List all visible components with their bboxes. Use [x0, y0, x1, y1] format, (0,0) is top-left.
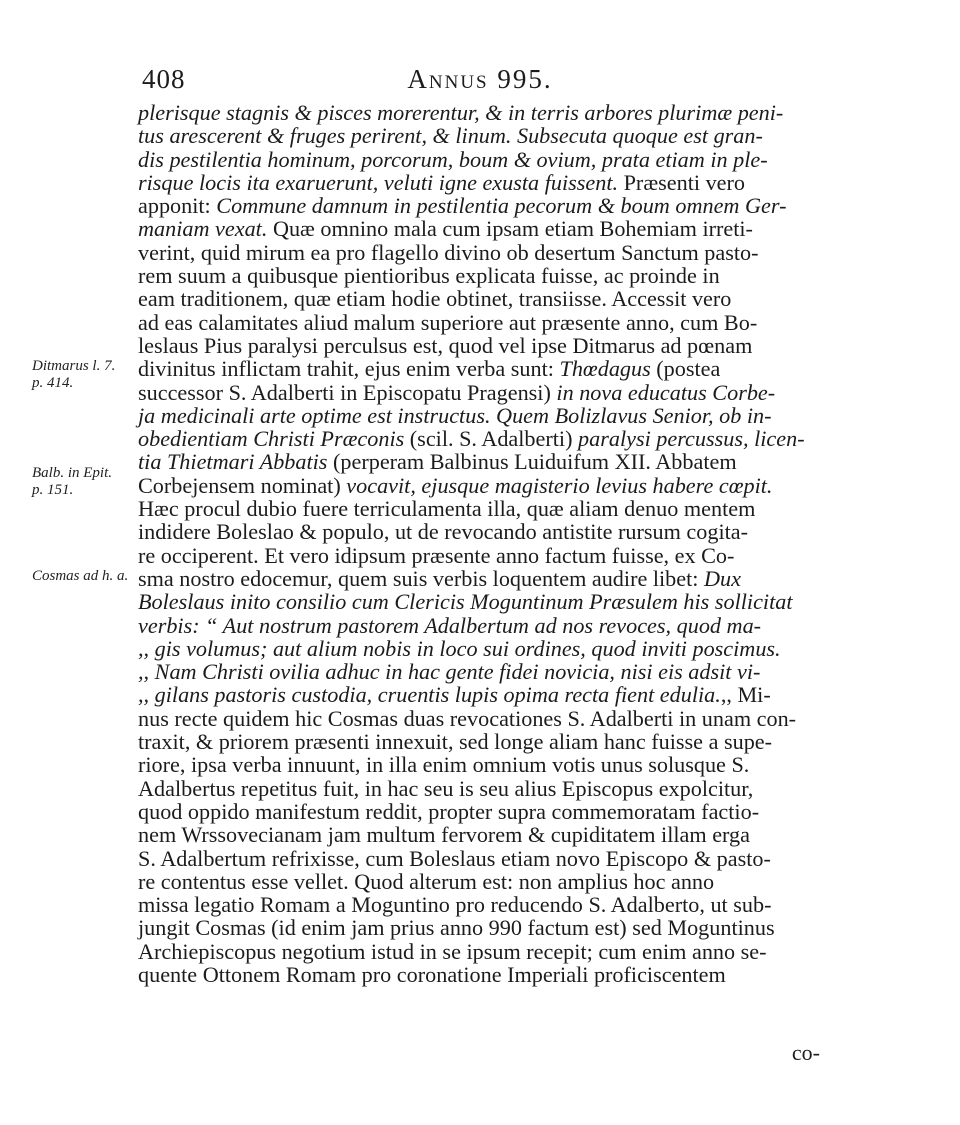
- italic-text: ,, Nam Christi ovilia adhuc in hac gente fidei novicia, nisi eis adsit vi-: [138, 659, 761, 685]
- text-line: [138, 101, 840, 124]
- text-line: [138, 124, 840, 147]
- text-line: [138, 916, 840, 939]
- text-line: [138, 520, 840, 543]
- roman-text: indidere Boleslao & populo, ut de revocando antistite rursum cogita-: [138, 519, 749, 545]
- running-head: Annus 995.: [407, 64, 553, 94]
- text-line: [138, 241, 840, 264]
- text-line: [138, 963, 840, 986]
- text-line: [138, 171, 840, 194]
- italic-text: obedientiam Christi Præconis: [138, 426, 405, 452]
- italic-text: plerisque stagnis & pisces morerentur, & in terris arbores plurimæ peni-: [138, 100, 784, 125]
- roman-text: Archiepiscopus negotium istud in se ipsum recepit; cum enim anno se-: [138, 938, 767, 964]
- roman-text: Quæ omnino mala cum ipsam etiam Bohemiam irreti-: [267, 216, 753, 242]
- text-line: [138, 148, 840, 171]
- roman-text: Hæc procul dubio fuere terriculamenta illa, quæ aliam denuo mentem: [138, 496, 756, 522]
- roman-text: (postea: [650, 356, 721, 382]
- roman-text: re contentus esse vellet. Quod alterum est: non amplius hoc anno: [138, 868, 715, 894]
- page-header: [130, 64, 830, 100]
- text-line: [138, 544, 840, 567]
- italic-text: tus arescerent & fruges perirent, & linum. Subsecuta quoque est gran-: [138, 123, 763, 149]
- roman-text: eam traditionem, quæ etiam hodie obtinet, transiisse. Accessit vero: [138, 286, 732, 312]
- text-line: [138, 404, 840, 427]
- roman-text: rem suum a quibusque pientioribus explicata fuisse, ac proinde in: [138, 263, 720, 289]
- catchword: co-: [791, 1040, 820, 1065]
- roman-text: ad eas calamitates aliud malum superiore aut præsente anno, cum Bo-: [138, 309, 758, 335]
- roman-text: missa legatio Romam a Moguntino pro reducendo S. Adalberto, ut sub-: [138, 892, 772, 918]
- roman-text: (perperam Balbinus Luiduifum XII. Abbatem: [327, 449, 737, 475]
- body-text: [138, 101, 840, 986]
- text-line: [138, 450, 840, 473]
- margin-note-cosmas: Cosmas ad h. a.: [32, 568, 129, 584]
- roman-text: riore, ipsa verba innuunt, in illa enim omnium votis unus solusque S.: [138, 752, 750, 778]
- text-line: [138, 357, 840, 380]
- roman-text: re occiperent. Et vero idipsum præsente anno factum fuisse, ex Co-: [138, 542, 735, 568]
- italic-text: paralysi percussus, licen-: [578, 426, 805, 452]
- text-line: [138, 427, 840, 450]
- roman-text: ,, Mi-: [720, 682, 771, 708]
- text-line: [138, 940, 840, 963]
- page-number: 408: [142, 64, 186, 94]
- text-line: [138, 707, 840, 730]
- italic-text: risque locis ita exaruerunt, veluti igne exusta fuissent.: [138, 169, 619, 195]
- text-line: [138, 381, 840, 404]
- roman-text: verint, quid mirum ea pro flagello divino ob desertum Sanctum pasto-: [138, 239, 759, 265]
- roman-text: quod oppido manifestum reddit, propter supra commemoratam factio-: [138, 798, 760, 824]
- italic-text: ,, gis volumus; aut alium nobis in loco sui ordines, quod inviti poscimus.: [138, 635, 781, 661]
- text-line: [138, 334, 840, 357]
- italic-text: Boleslaus inito consilio cum Clericis Moguntinum Præsulem his sollicitat: [138, 589, 793, 615]
- roman-text: quente Ottonem Romam pro coronatione Imperiali proficiscentem: [138, 961, 726, 987]
- text-line: [138, 311, 840, 334]
- roman-text: Adalbertus repetitus fuit, in hac seu is seu alius Episcopus expolcitur,: [138, 775, 754, 801]
- italic-text: vocavit, ejusque magisterio levius habere cœpit.: [346, 472, 773, 498]
- text-line: [138, 823, 840, 846]
- text-line: [138, 614, 840, 637]
- margin-note-balbinus: Balb. in Epit. p. 151.: [32, 465, 112, 498]
- roman-text: divinitus inflictam trahit, ejus enim verba sunt:: [138, 356, 560, 382]
- text-line: [138, 730, 840, 753]
- italic-text: ,, gilans pastoris custodia, cruentis lupis opima recta fient edulia.: [138, 682, 721, 708]
- text-line: [138, 264, 840, 287]
- text-line: [138, 474, 840, 497]
- italic-text: verbis: “ Aut nostrum pastorem Adalbertum ad nos revoces, quod ma-: [138, 612, 762, 638]
- italic-text: Thœdagus: [559, 356, 651, 382]
- italic-text: maniam vexat.: [138, 216, 268, 242]
- italic-text: in nova educatus Corbe-: [556, 379, 776, 405]
- text-line: [138, 217, 840, 240]
- text-line: [138, 497, 840, 520]
- roman-text: Præsenti vero: [618, 169, 745, 195]
- text-line: [138, 590, 840, 613]
- roman-text: (scil. S. Adalberti): [404, 426, 579, 452]
- text-line: [138, 893, 840, 916]
- text-line: [138, 777, 840, 800]
- roman-text: Corbejensem nominat): [138, 472, 347, 498]
- italic-text: Commune damnum in pestilentia pecorum & boum omnem Ger-: [216, 193, 787, 219]
- roman-text: S. Adalbertum refrixisse, cum Boleslaus etiam novo Episcopo & pasto-: [138, 845, 771, 871]
- roman-text: jungit Cosmas (id enim jam prius anno 990 factum est) sed Moguntinus: [138, 915, 775, 941]
- roman-text: traxit, & priorem præsenti innexuit, sed longe aliam hanc fuisse a supe-: [138, 729, 773, 755]
- margin-note-ditmarus: Ditmarus l. 7. p. 414.: [32, 358, 116, 391]
- text-line: [138, 287, 840, 310]
- text-line: [138, 194, 840, 217]
- text-line: [138, 847, 840, 870]
- text-line: [138, 637, 840, 660]
- roman-text: leslaus Pius paralysi perculsus est, quod vel ipse Ditmarus ad pœnam: [138, 332, 753, 358]
- text-line: [138, 753, 840, 776]
- roman-text: successor S. Adalberti in Episcopatu Pragensi): [138, 379, 557, 405]
- text-line: [138, 800, 840, 823]
- text-line: [138, 660, 840, 683]
- italic-text: Dux: [704, 565, 741, 591]
- roman-text: nem Wrssovecianam jam multum fervorem & cupiditatem illam erga: [138, 822, 750, 848]
- italic-text: tia Thietmari Abbatis: [138, 449, 328, 475]
- text-line: [138, 567, 840, 590]
- text-line: [138, 683, 840, 706]
- roman-text: sma nostro edocemur, quem suis verbis loquentem audire libet:: [138, 565, 704, 591]
- italic-text: ja medicinali arte optime est instructus. Quem Bolizlavus Senior, ob in-: [138, 402, 772, 428]
- roman-text: apponit:: [138, 193, 217, 219]
- roman-text: nus recte quidem hic Cosmas duas revocationes S. Adalberti in unam con-: [138, 705, 797, 731]
- italic-text: dis pestilentia hominum, porcorum, boum & ovium, prata etiam in ple-: [138, 146, 768, 172]
- text-line: [138, 870, 840, 893]
